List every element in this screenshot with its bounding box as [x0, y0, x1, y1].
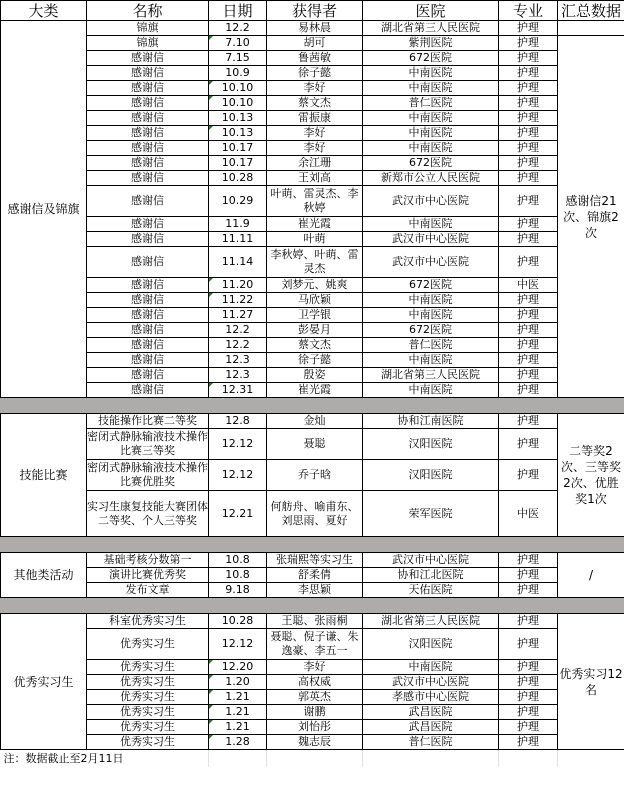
empty-cell: [499, 750, 558, 768]
date-cell: 11.22: [209, 293, 267, 308]
major-cell: 护理: [499, 323, 558, 338]
table-row: [1, 338, 624, 353]
hospital-cell: 汉阳医院: [363, 429, 499, 460]
award-name-cell: 感谢信: [87, 232, 209, 247]
date-cell: 10.13: [209, 111, 267, 126]
separator-cell: [1, 537, 624, 553]
recipient-cell: 鲁茜敏: [267, 51, 363, 66]
recipient-cell: 彭晏月: [267, 323, 363, 338]
recipient-cell: 魏志辰: [267, 735, 363, 750]
recipient-cell: 乔子晗: [267, 460, 363, 491]
award-name-cell: 感谢信: [87, 278, 209, 293]
recipient-cell: 易林晨: [267, 21, 363, 36]
hospital-cell: 武昌医院: [363, 720, 499, 735]
hospital-cell: 中南医院: [363, 383, 499, 398]
table-row: [1, 383, 624, 398]
separator-cell: [1, 598, 624, 614]
award-name-cell: 感谢信: [87, 217, 209, 232]
hospital-cell: 中南医院: [363, 126, 499, 141]
recipient-cell: 李思颖: [267, 583, 363, 598]
empty-cell: [267, 750, 363, 768]
recipient-cell: 金灿: [267, 414, 363, 429]
award-name-cell: 感谢信: [87, 186, 209, 217]
date-cell: 9.18: [209, 583, 267, 598]
award-name-cell: 感谢信: [87, 126, 209, 141]
date-cell: 11.9: [209, 217, 267, 232]
hospital-cell: 协和江南医院: [363, 414, 499, 429]
major-cell: 护理: [499, 232, 558, 247]
hospital-cell: 武汉市中心医院: [363, 186, 499, 217]
major-cell: 护理: [499, 705, 558, 720]
award-name-cell: 感谢信: [87, 308, 209, 323]
date-cell: 12.8: [209, 414, 267, 429]
date-cell: 1.28: [209, 735, 267, 750]
award-name-cell: 优秀实习生: [87, 735, 209, 750]
hospital-cell: 中南医院: [363, 660, 499, 675]
recipient-cell: 聂聪: [267, 429, 363, 460]
empty-cell: [558, 750, 624, 768]
footnote: 注：数据截止至2月11日: [1, 750, 209, 768]
major-cell: 护理: [499, 460, 558, 491]
major-cell: 护理: [499, 675, 558, 690]
category-cell: 技能比赛: [1, 414, 87, 537]
table-row: [1, 293, 624, 308]
date-cell: 12.12: [209, 429, 267, 460]
recipient-cell: 李好: [267, 126, 363, 141]
hospital-cell: 中南医院: [363, 141, 499, 156]
recipient-cell: 聂聪、倪子谦、朱逸豪、李五一: [267, 629, 363, 660]
hospital-cell: 672医院: [363, 278, 499, 293]
major-cell: 护理: [499, 629, 558, 660]
recipient-cell: 崔光霞: [267, 217, 363, 232]
award-name-cell: 感谢信: [87, 81, 209, 96]
award-name-cell: 优秀实习生: [87, 660, 209, 675]
separator-cell: [1, 398, 624, 414]
table-row: [1, 96, 624, 111]
table-row: [1, 583, 624, 598]
hospital-cell: 湖北省第三人民医院: [363, 368, 499, 383]
award-name-cell: 实习生康复技能大赛团体二等奖、个人三等奖: [87, 491, 209, 537]
award-name-cell: 演讲比赛优秀奖: [87, 568, 209, 583]
date-cell: 10.28: [209, 614, 267, 629]
award-name-cell: 感谢信: [87, 141, 209, 156]
table-row: [1, 491, 624, 537]
recipient-cell: 李好: [267, 660, 363, 675]
date-cell: 11.27: [209, 308, 267, 323]
hospital-cell: 武汉市中心医院: [363, 553, 499, 568]
recipient-cell: 叶萌: [267, 232, 363, 247]
hospital-cell: 中南医院: [363, 353, 499, 368]
award-name-cell: 锦旗: [87, 36, 209, 51]
award-name-cell: 感谢信: [87, 383, 209, 398]
table-row: [1, 720, 624, 735]
major-cell: 护理: [499, 353, 558, 368]
recipient-cell: 王聪、张雨桐: [267, 614, 363, 629]
hospital-cell: 武汉市中心医院: [363, 232, 499, 247]
hospital-cell: 湖北省第三人民医院: [363, 614, 499, 629]
section-separator: [1, 537, 624, 553]
date-cell: 12.2: [209, 21, 267, 36]
table-row: [1, 460, 624, 491]
major-cell: 护理: [499, 553, 558, 568]
table-row: [1, 553, 624, 568]
award-name-cell: 科室优秀实习生: [87, 614, 209, 629]
major-cell: 护理: [499, 338, 558, 353]
table-row: [1, 247, 624, 278]
major-cell: 护理: [499, 66, 558, 81]
date-cell: 10.17: [209, 141, 267, 156]
table-row: [1, 81, 624, 96]
hospital-cell: 普仁医院: [363, 735, 499, 750]
major-cell: 护理: [499, 383, 558, 398]
major-cell: 护理: [499, 614, 558, 629]
table-row: [1, 217, 624, 232]
award-name-cell: 感谢信: [87, 247, 209, 278]
major-cell: 护理: [499, 36, 558, 51]
award-name-cell: 感谢信: [87, 293, 209, 308]
date-cell: 12.21: [209, 491, 267, 537]
date-cell: 10.9: [209, 66, 267, 81]
table-row: [1, 278, 624, 293]
table-row: [1, 156, 624, 171]
major-cell: 护理: [499, 81, 558, 96]
major-cell: 护理: [499, 720, 558, 735]
table-row: [1, 36, 624, 51]
award-name-cell: 感谢信: [87, 66, 209, 81]
hospital-cell: 孝感市中心医院: [363, 690, 499, 705]
hospital-cell: 汉阳医院: [363, 460, 499, 491]
date-cell: 7.10: [209, 36, 267, 51]
date-cell: 1.21: [209, 705, 267, 720]
recipient-cell: 谢鹏: [267, 705, 363, 720]
award-name-cell: 感谢信: [87, 323, 209, 338]
date-cell: 11.20: [209, 278, 267, 293]
hospital-cell: 672医院: [363, 156, 499, 171]
date-cell: 10.8: [209, 568, 267, 583]
table-row: [1, 660, 624, 675]
recipient-cell: 李秋婷、叶萌、雷灵杰: [267, 247, 363, 278]
award-name-cell: 感谢信: [87, 96, 209, 111]
table-row: [1, 141, 624, 156]
date-cell: 10.17: [209, 156, 267, 171]
hospital-cell: 武汉市中心医院: [363, 247, 499, 278]
hospital-cell: 武汉市中心医院: [363, 675, 499, 690]
section-separator: [1, 598, 624, 614]
hospital-cell: 中南医院: [363, 66, 499, 81]
category-cell: 优秀实习生: [1, 614, 87, 750]
hospital-cell: 中南医院: [363, 308, 499, 323]
recipient-cell: 张瑞熙等实习生: [267, 553, 363, 568]
award-name-cell: 发布文章: [87, 583, 209, 598]
hospital-cell: 672医院: [363, 323, 499, 338]
major-cell: 护理: [499, 111, 558, 126]
major-cell: 护理: [499, 126, 558, 141]
hospital-cell: 中南医院: [363, 81, 499, 96]
recipient-cell: 叶萌、雷灵杰、李秋婷: [267, 186, 363, 217]
header-row: [1, 1, 624, 21]
footnote-row: [1, 750, 624, 768]
header-hospital: 医院: [363, 1, 499, 21]
hospital-cell: 普仁医院: [363, 338, 499, 353]
date-cell: 12.2: [209, 338, 267, 353]
recipient-cell: 马欣颖: [267, 293, 363, 308]
award-name-cell: 优秀实习生: [87, 629, 209, 660]
date-cell: 11.14: [209, 247, 267, 278]
header-category: 大类: [1, 1, 87, 21]
award-name-cell: 锦旗: [87, 21, 209, 36]
major-cell: 护理: [499, 368, 558, 383]
recipient-cell: 刘梦元、姚爽: [267, 278, 363, 293]
major-cell: 护理: [499, 735, 558, 750]
date-cell: 1.20: [209, 675, 267, 690]
date-cell: 10.10: [209, 81, 267, 96]
award-name-cell: 感谢信: [87, 368, 209, 383]
recipient-cell: 蔡文杰: [267, 338, 363, 353]
major-cell: 中医: [499, 491, 558, 537]
table-row: [1, 353, 624, 368]
table-row: [1, 368, 624, 383]
hospital-cell: 协和江北医院: [363, 568, 499, 583]
hospital-cell: 紫荆医院: [363, 36, 499, 51]
section-separator: [1, 398, 624, 414]
recipient-cell: 王刘高: [267, 171, 363, 186]
table-row: [1, 126, 624, 141]
date-cell: 12.12: [209, 460, 267, 491]
award-name-cell: 感谢信: [87, 171, 209, 186]
table-row: [1, 735, 624, 750]
award-name-cell: 优秀实习生: [87, 720, 209, 735]
recipient-cell: 殷姿: [267, 368, 363, 383]
date-cell: 1.21: [209, 720, 267, 735]
recipient-cell: 高权威: [267, 675, 363, 690]
recipient-cell: 何舫舟、喻甫东、刘思雨、夏好: [267, 491, 363, 537]
recipient-cell: 郭英杰: [267, 690, 363, 705]
major-cell: 护理: [499, 51, 558, 66]
major-cell: 护理: [499, 141, 558, 156]
date-cell: 12.20: [209, 660, 267, 675]
award-name-cell: 技能操作比赛二等奖: [87, 414, 209, 429]
table-row: [1, 629, 624, 660]
recipient-cell: 余江珊: [267, 156, 363, 171]
major-cell: 护理: [499, 429, 558, 460]
recipient-cell: 舒柔倩: [267, 568, 363, 583]
date-cell: 11.11: [209, 232, 267, 247]
hospital-cell: 中南医院: [363, 111, 499, 126]
award-name-cell: 基础考核分数第一: [87, 553, 209, 568]
summary-cell: /: [558, 553, 624, 598]
date-cell: 10.28: [209, 171, 267, 186]
award-name-cell: 密闭式静脉输液技术操作比赛三等奖: [87, 429, 209, 460]
date-cell: 10.10: [209, 96, 267, 111]
date-cell: 12.12: [209, 629, 267, 660]
summary-cell-empty: [558, 21, 624, 36]
table-row: [1, 111, 624, 126]
recipient-cell: 徐子懿: [267, 353, 363, 368]
table-row: [1, 705, 624, 720]
hospital-cell: 新郑市公立人民医院: [363, 171, 499, 186]
award-name-cell: 感谢信: [87, 51, 209, 66]
table-row: [1, 323, 624, 338]
table-row: [1, 414, 624, 429]
recipient-cell: 蔡文杰: [267, 96, 363, 111]
major-cell: 护理: [499, 308, 558, 323]
award-name-cell: 优秀实习生: [87, 705, 209, 720]
major-cell: 中医: [499, 278, 558, 293]
major-cell: 护理: [499, 414, 558, 429]
table-row: [1, 21, 624, 36]
major-cell: 护理: [499, 171, 558, 186]
award-name-cell: 优秀实习生: [87, 675, 209, 690]
hospital-cell: 天佑医院: [363, 583, 499, 598]
table-row: [1, 232, 624, 247]
table-row: [1, 171, 624, 186]
date-cell: 7.15: [209, 51, 267, 66]
major-cell: 护理: [499, 21, 558, 36]
recipient-cell: 雷振康: [267, 111, 363, 126]
major-cell: 护理: [499, 583, 558, 598]
hospital-cell: 672医院: [363, 51, 499, 66]
category-cell: 感谢信及锦旗: [1, 21, 87, 398]
major-cell: 护理: [499, 156, 558, 171]
hospital-cell: 汉阳医院: [363, 629, 499, 660]
major-cell: 护理: [499, 217, 558, 232]
header-summary: 汇总数据: [558, 1, 624, 21]
major-cell: 护理: [499, 568, 558, 583]
table-row: [1, 568, 624, 583]
empty-cell: [363, 750, 499, 768]
summary-cell: 二等奖2次、三等奖2次、优胜奖1次: [558, 414, 624, 537]
major-cell: 护理: [499, 293, 558, 308]
header-recipient: 获得者: [267, 1, 363, 21]
summary-cell: 感谢信21次、锦旗2次: [558, 36, 624, 398]
date-cell: 12.3: [209, 353, 267, 368]
major-cell: 护理: [499, 247, 558, 278]
date-cell: 10.8: [209, 553, 267, 568]
major-cell: 护理: [499, 660, 558, 675]
recipient-cell: 李好: [267, 141, 363, 156]
date-cell: 10.13: [209, 126, 267, 141]
date-cell: 12.3: [209, 368, 267, 383]
award-name-cell: 感谢信: [87, 111, 209, 126]
hospital-cell: 普仁医院: [363, 96, 499, 111]
empty-cell: [209, 750, 267, 768]
table-row: [1, 675, 624, 690]
award-name-cell: 优秀实习生: [87, 690, 209, 705]
hospital-cell: 中南医院: [363, 293, 499, 308]
major-cell: 护理: [499, 96, 558, 111]
table-row: [1, 308, 624, 323]
date-cell: 12.31: [209, 383, 267, 398]
table-row: [1, 186, 624, 217]
summary-cell: 优秀实习12名: [558, 614, 624, 750]
date-cell: 10.29: [209, 186, 267, 217]
recipient-cell: 崔光霞: [267, 383, 363, 398]
date-cell: 12.2: [209, 323, 267, 338]
recipient-cell: 李好: [267, 81, 363, 96]
table-row: [1, 66, 624, 81]
hospital-cell: 湖北省第三人民医院: [363, 21, 499, 36]
hospital-cell: 荣军医院: [363, 491, 499, 537]
table-row: [1, 690, 624, 705]
recipient-cell: 胡可: [267, 36, 363, 51]
major-cell: 护理: [499, 186, 558, 217]
award-name-cell: 感谢信: [87, 353, 209, 368]
hospital-cell: 中南医院: [363, 217, 499, 232]
table-row: [1, 614, 624, 629]
header-name: 名称: [87, 1, 209, 21]
recipient-cell: 卫学银: [267, 308, 363, 323]
recipient-cell: 刘怡彤: [267, 720, 363, 735]
header-date: 日期: [209, 1, 267, 21]
date-cell: 1.21: [209, 690, 267, 705]
category-cell: 其他类活动: [1, 553, 87, 598]
award-name-cell: 密闭式静脉输液技术操作比赛优胜奖: [87, 460, 209, 491]
hospital-cell: 武昌医院: [363, 705, 499, 720]
table-row: [1, 429, 624, 460]
award-name-cell: 感谢信: [87, 156, 209, 171]
table-row: [1, 51, 624, 66]
award-name-cell: 感谢信: [87, 338, 209, 353]
recipient-cell: 徐子懿: [267, 66, 363, 81]
major-cell: 护理: [499, 690, 558, 705]
header-major: 专业: [499, 1, 558, 21]
